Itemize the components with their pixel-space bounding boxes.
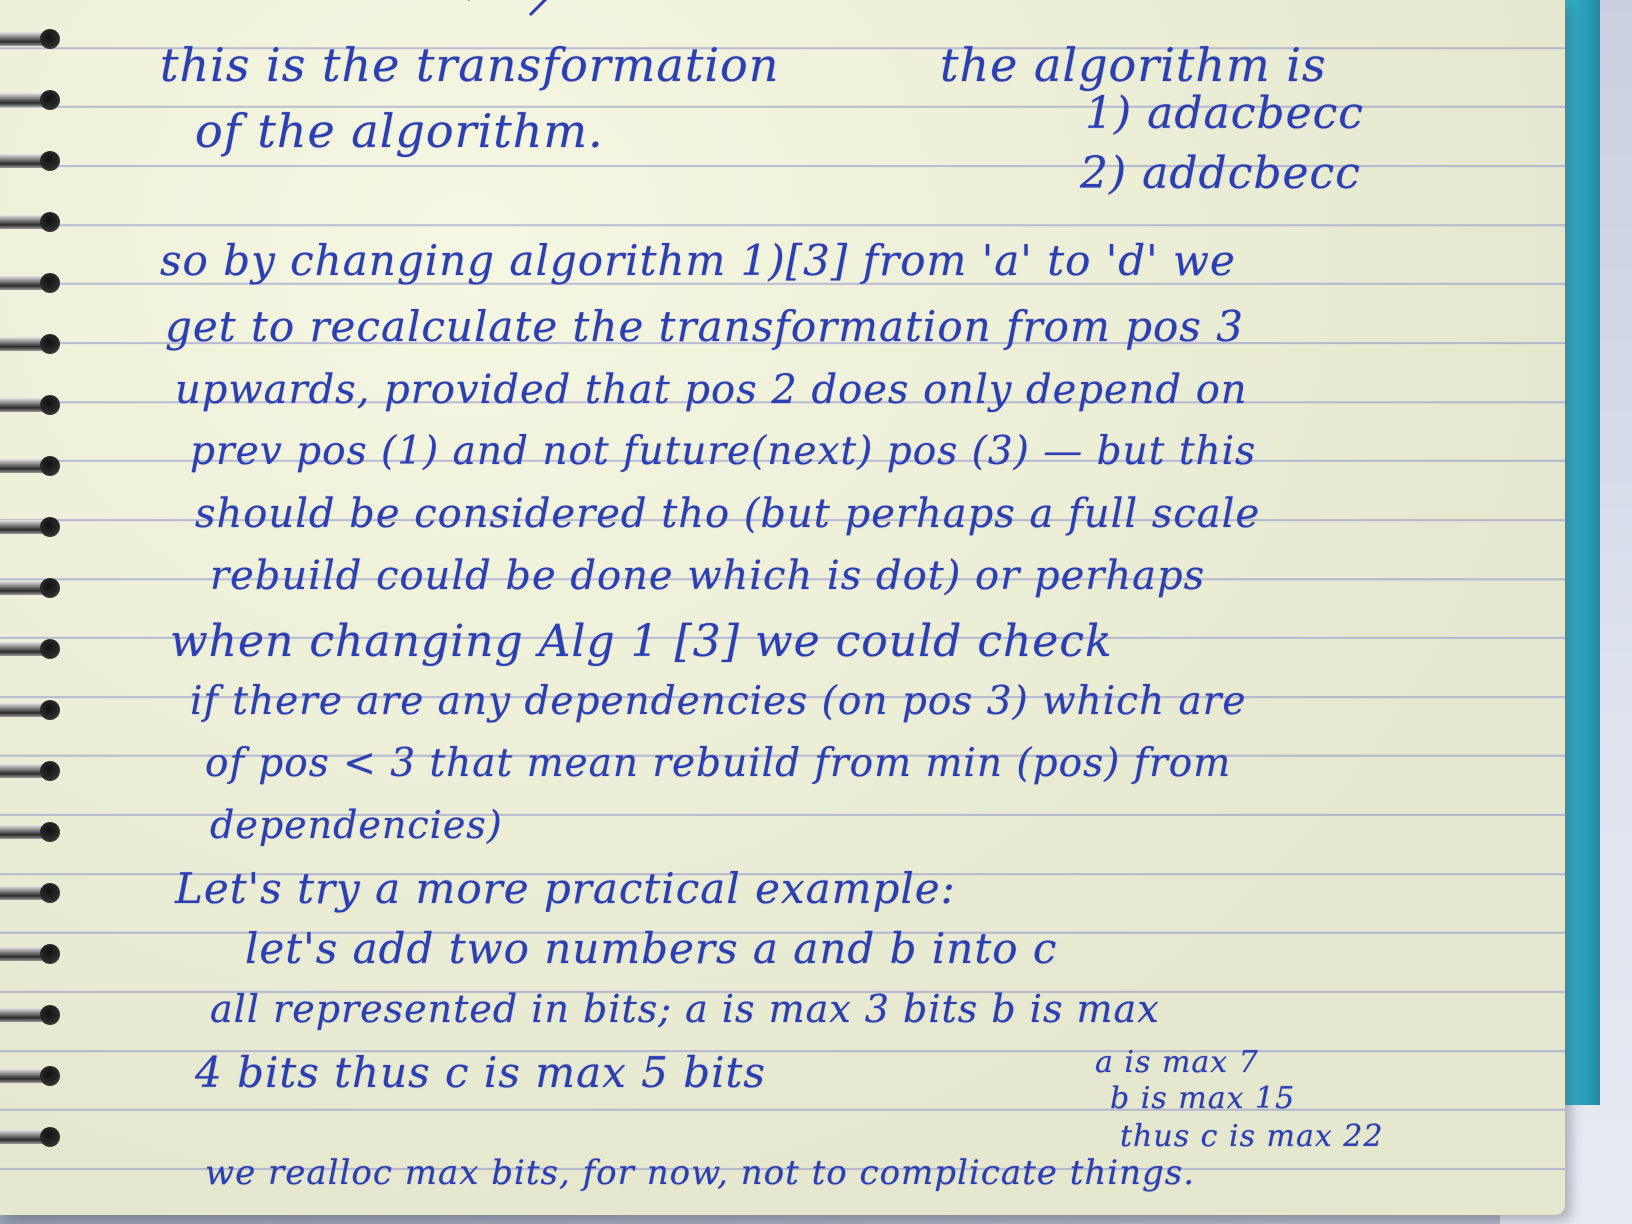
handwritten-line: b is max 15	[1110, 1081, 1296, 1116]
handwritten-line: 1) adacbecc	[1085, 88, 1364, 139]
handwritten-line: the algorithm is	[940, 38, 1327, 92]
handwritten-line: 2) addcbecc	[1080, 148, 1361, 199]
handwritten-line: upwards, provided that pos 2 does only depend on	[175, 367, 1248, 413]
handwritten-line: should be considered tho (but perhaps a full scale	[195, 491, 1261, 537]
handwritten-line: this is the transformation	[160, 38, 780, 92]
handwritten-line: dependencies)	[210, 803, 503, 847]
handwritten-line: 4 bits thus c is max 5 bits	[195, 1048, 766, 1097]
handwritten-line: of the algorithm.	[195, 104, 604, 158]
handwritten-line: rebuild could be done which is dot) or perhaps	[210, 553, 1206, 599]
handwritten-line: we realloc max bits, for now, not to complicate things.	[205, 1153, 1196, 1193]
handwritten-line: so by changing algorithm 1)[3] from 'a' to 'd' we	[160, 236, 1236, 285]
handwritten-line: when changing Alg 1 [3] we could check	[170, 616, 1113, 667]
handwritten-line: a is max 7	[1095, 1045, 1259, 1080]
handwritten-line: thus c is max 22	[1120, 1119, 1384, 1154]
handwritten-line: let's add two numbers a and b into c	[245, 924, 1058, 973]
handwritten-line: prev pos (1) and not future(next) pos (3) — but this	[190, 429, 1257, 474]
handwritten-line: Let's try a more practical example:	[175, 864, 956, 913]
handwritten-line: all represented in bits; a is max 3 bits b is max	[210, 987, 1160, 1031]
handwritten-line: if there are any dependencies (on pos 3) which are	[190, 679, 1247, 724]
handwritten-line: of pos < 3 that mean rebuild from min (pos) from	[205, 741, 1232, 786]
handwritten-line: get to recalculate the transformation from pos 3	[165, 302, 1244, 351]
